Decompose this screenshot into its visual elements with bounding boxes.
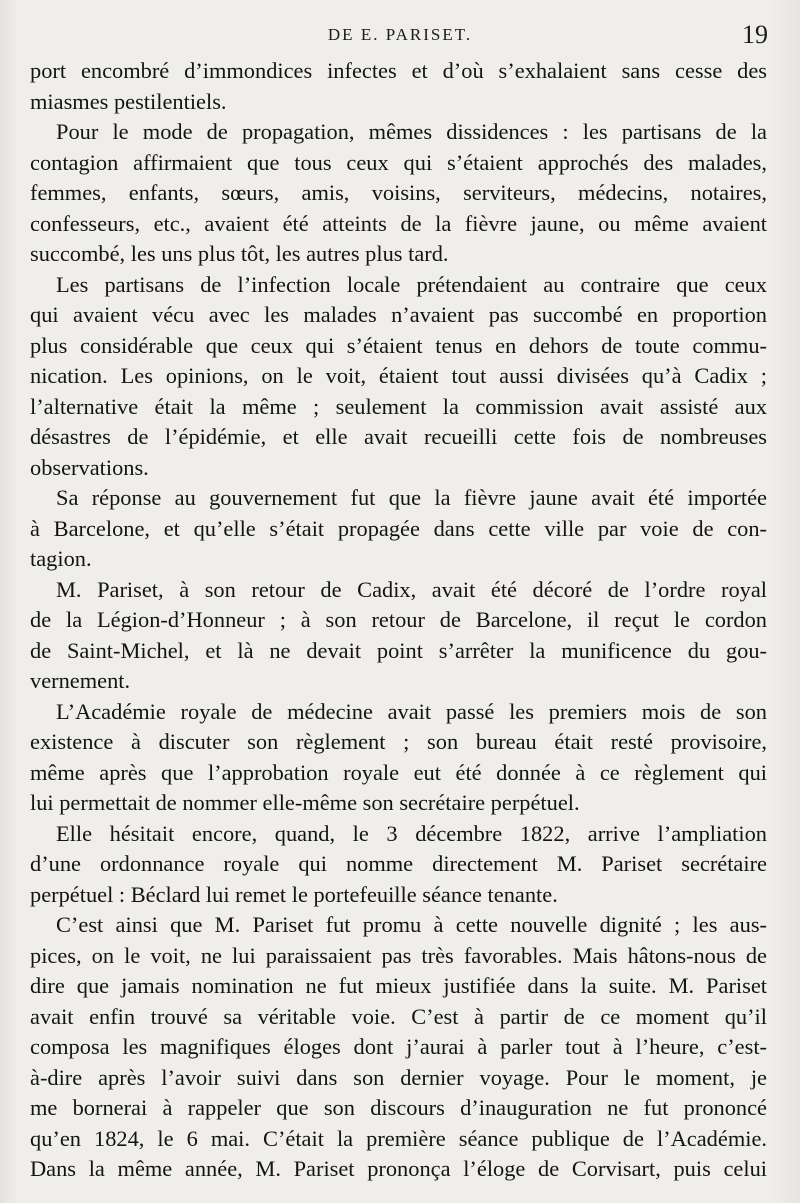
text-line: existence à discuter son règlement ; son bureau était resté provisoire, bbox=[30, 729, 767, 754]
text-line: de Saint-Michel, et là ne devait point s’arrêter la munificence du gou- bbox=[30, 637, 767, 663]
text-line: succombé, les uns plus tôt, les autres plus tard. bbox=[30, 241, 449, 266]
text-line: M. Pariset, à son retour de Cadix, avait été décoré de l’ordre royal bbox=[56, 576, 767, 602]
text-line: L’Académie royale de médecine avait passé les premiers mois de son bbox=[56, 698, 767, 724]
text-line: l’alternative était la même ; seulement la commission avait assisté aux bbox=[30, 393, 767, 419]
text-line: observations. bbox=[30, 454, 149, 480]
text-line: à Barcelone, et qu’elle s’était propagée dans cette ville par voie de con- bbox=[30, 515, 767, 541]
text-line: de la Légion-d’Honneur ; à son retour de Barcelone, il reçut le cordon bbox=[30, 607, 767, 632]
page-header bbox=[0, 20, 800, 50]
text-line: C’est ainsi que M. Pariset fut promu à cette nouvelle dignité ; les aus- bbox=[56, 912, 767, 937]
text-line: lui permettait de nommer elle-même son secrétaire perpétuel. bbox=[30, 790, 580, 815]
text-line: vernement. bbox=[30, 668, 131, 693]
text-line: dire que jamais nomination ne fut mieux justifiée dans la suite. M. Pariset bbox=[30, 973, 767, 998]
text-line: avait enfin trouvé sa véritable voie. C’est à partir de ce moment qu’il bbox=[30, 1003, 767, 1029]
body-text bbox=[30, 56, 767, 1185]
text-line: Dans la même année, M. Pariset prononça l’éloge de Corvisart, puis celui bbox=[30, 1156, 767, 1181]
text-line: port encombré d’immondices infectes et d’où s’exhalaient sans cesse des bbox=[30, 58, 767, 83]
text-line: Les partisans de l’infection locale prétendaient au contraire que ceux bbox=[56, 271, 767, 297]
text-line: pices, on le voit, ne lui paraissaient pas très favorables. Mais hâtons-nous de bbox=[30, 942, 767, 968]
text-line: composa les magnifiques éloges dont j’aurai à parler tout à l’heure, c’est- bbox=[30, 1034, 767, 1059]
text-line: désastres de l’épidémie, et elle avait recueilli cette fois de nombreuses bbox=[30, 424, 767, 449]
text-line: contagion affirmaient que tous ceux qui s’étaient approchés des malades, bbox=[30, 149, 767, 175]
text-line: perpétuel : Béclard lui remet le portefeuille séance tenante. bbox=[30, 881, 558, 907]
text-line: à-dire après l’avoir suivi dans son dernier voyage. Pour le moment, je bbox=[30, 1064, 767, 1090]
text-line: qu’en 1824, le 6 mai. C’était la première séance publique de l’Académie. bbox=[30, 1125, 767, 1151]
page-number: 19 bbox=[742, 20, 768, 49]
text-line: qui avaient vécu avec les malades n’avaient pas succombé en proportion bbox=[30, 302, 767, 327]
text-line: même après que l’approbation royale eut été donnée à ce règlement qui bbox=[30, 759, 767, 785]
text-line: nication. Les opinions, on le voit, étaient tout aussi divisées qu’à Cadix ; bbox=[30, 363, 767, 388]
text-line: confesseurs, etc., avaient été atteints de la fièvre jaune, ou même avaient bbox=[30, 210, 767, 236]
text-line: Pour le mode de propagation, mêmes dissidences : les partisans de la bbox=[56, 119, 767, 144]
text-line: Sa réponse au gouvernement fut que la fièvre jaune avait été importée bbox=[56, 485, 767, 510]
text-line: d’une ordonnance royale qui nomme directement M. Pariset secrétaire bbox=[30, 851, 767, 876]
text-line: femmes, enfants, sœurs, amis, voisins, serviteurs, médecins, notaires, bbox=[30, 180, 767, 205]
text-line: plus considérable que ceux qui s’étaient tenus en dehors de toute commu- bbox=[30, 332, 767, 358]
text-line: miasmes pestilentiels. bbox=[30, 88, 227, 114]
text-line: Elle hésitait encore, quand, le 3 décembre 1822, arrive l’ampliation bbox=[56, 820, 767, 846]
text-line: tagion. bbox=[30, 546, 92, 571]
text-line: me bornerai à rappeler que son discours d’inauguration ne fut prononcé bbox=[30, 1095, 767, 1120]
running-title: DE E. PARISET. bbox=[327, 25, 473, 44]
